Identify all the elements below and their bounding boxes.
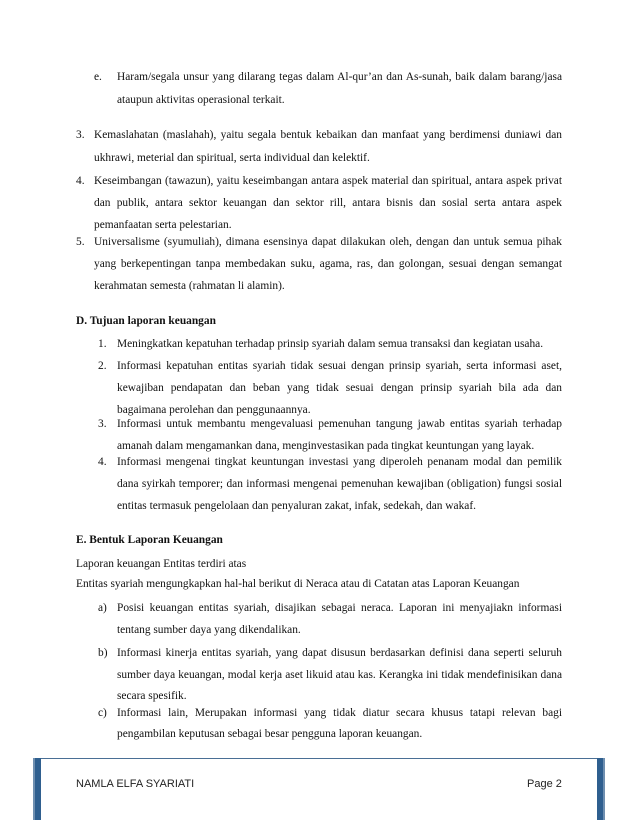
principle-5-line-2: yang berkepentingan tanpa membedakan suku, agama, ras, dan golongan, sesuai dengan semangat: [94, 258, 562, 270]
d-item-2-line-2: kewajiban pendapatan dan beban yang tidak sesuai dengan prinsip syariah bila ada dan: [117, 382, 562, 394]
e-item-a-line-2: tentang sumber daya yang dikendalikan.: [117, 624, 301, 636]
d-item-3-number: 3.: [98, 418, 107, 430]
d-item-1-number: 1.: [98, 338, 107, 350]
section-d-heading: D. Tujuan laporan keuangan: [76, 315, 216, 327]
principle-5-number: 5.: [76, 236, 85, 248]
principle-5-line-3: kerahmatan semesta (rahmatan li alamin).: [94, 280, 285, 292]
e-item-c-line-1: Informasi lain, Merupakan informasi yang tidak diatur secara khusus tatapi relevan bagi: [117, 707, 562, 719]
e-item-a-line-1: Posisi keuangan entitas syariah, disajikan sebagai neraca. Laporan ini menyajiakn informasi: [117, 602, 562, 614]
section-e-intro-1: Laporan keuangan Entitas terdiri atas: [76, 558, 247, 570]
d-item-2-line-1: Informasi kepatuhan entitas syariah tidak sesuai dengan prinsip syariah, serta informasi aset,: [117, 360, 562, 372]
d-item-3-line-1: Informasi untuk membantu mengevaluasi pemenuhan tangung jawab entitas syariah terhadap: [117, 418, 562, 430]
e-item-b-line-1: Informasi kinerja entitas syariah, yang dapat disusun berdasarkan definisi dana seperti seluruh: [117, 647, 562, 659]
footer-right-border: [597, 758, 605, 820]
item-e-line-1: Haram/segala unsur yang dilarang tegas dalam Al-qur’an dan As-sunah, baik dalam barang/jasa: [117, 71, 562, 83]
principle-5-line-1: Universalisme (syumuliah), dimana esensinya dapat dilakukan oleh, dengan dan untuk semua pihak: [94, 236, 562, 248]
footer-author: NAMLA ELFA SYARIATI: [76, 778, 195, 790]
item-e-marker: e.: [94, 71, 102, 83]
section-e-heading: E. Bentuk Laporan Keuangan: [76, 534, 223, 546]
d-item-4-line-1: Informasi mengenai tingkat keuntungan investasi yang diperoleh penanam modal dan pemilik: [117, 456, 562, 468]
e-item-b-line-2: sumber daya keuangan, modal kerja aset likuid atau kas. Kerangka ini tidak mendefinisikan dana: [117, 669, 562, 681]
item-e-line-2: ataupun aktivitas operasional terkait.: [117, 94, 285, 106]
principle-3-number: 3.: [76, 129, 85, 141]
d-item-3-line-2: amanah dalam mengamankan dana, menginvestasikan pada tingkat keuntungan yang layak.: [117, 440, 535, 452]
principle-3-line-2: ukhrawi, meterial dan spiritual, serta individual dan kelektif.: [94, 152, 370, 164]
e-item-b-line-3: secara spesifik.: [117, 690, 187, 702]
d-item-1-line-1: Meningkatkan kepatuhan terhadap prinsip syariah dalam semua transaksi dan kegiatan usaha.: [117, 338, 544, 350]
d-item-2-line-3: bagaimana perolehan dan penggunaannya.: [117, 404, 311, 416]
d-item-4-number: 4.: [98, 456, 107, 468]
d-item-4-line-2: dana syirkah temporer; dan informasi mengenai pemenuhan kewajiban (obligation) fungsi sosial: [117, 478, 562, 490]
principle-4-line-3: pemanfaatan serta pelestarian.: [94, 219, 232, 231]
d-item-2-number: 2.: [98, 360, 107, 372]
principle-4-line-2: dan publik, antara sektor keuangan dan sektor rill, antara bisnis dan sosial serta antara aspek: [94, 197, 562, 209]
principle-3-line-1: Kemaslahatan (maslahah), yaitu segala bentuk kebaikan dan manfaat yang berdimensi duniawi dan: [94, 129, 562, 141]
footer-page-number: Page 2: [527, 778, 562, 790]
principle-4-line-1: Keseimbangan (tawazun), yaitu keseimbangan antara aspek material dan spiritual, antara aspek privat: [94, 175, 562, 187]
footer-left-border: [33, 758, 41, 820]
e-item-a-marker: a): [98, 602, 107, 614]
e-item-c-line-2: pengambilan keputusan sebagai besar pengguna laporan keuangan.: [117, 728, 423, 740]
section-e-intro-2: Entitas syariah mengungkapkan hal-hal berikut di Neraca atau di Catatan atas Laporan Keuangan: [76, 578, 520, 590]
e-item-b-marker: b): [98, 647, 108, 659]
principle-4-number: 4.: [76, 175, 85, 187]
d-item-4-line-3: entitas termasuk pengelolaan dan penyaluran zakat, infak, sedekah, dan wakaf.: [117, 500, 476, 512]
e-item-c-marker: c): [98, 707, 107, 719]
